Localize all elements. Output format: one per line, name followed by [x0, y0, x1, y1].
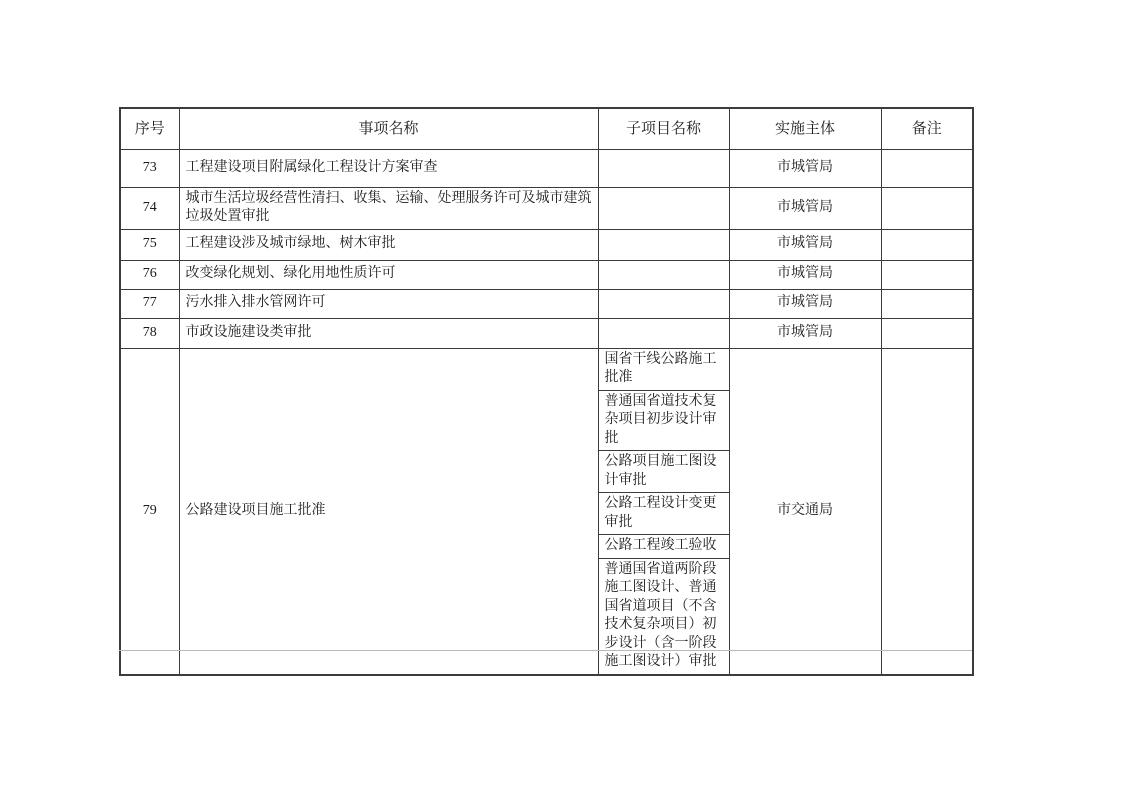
table-row-76	[120, 260, 973, 289]
row-number-cell: 75	[120, 229, 179, 260]
table-row-78	[120, 318, 973, 348]
subproject-cell: 公路工程设计变更审批	[598, 493, 729, 535]
table-row-73	[120, 149, 973, 187]
remark-cell	[881, 187, 973, 229]
remark-cell	[881, 149, 973, 187]
subproject-cell: 公路工程竣工验收	[598, 535, 729, 559]
agency-cell: 市城管局	[729, 318, 881, 348]
col-header-serial: 序号	[120, 108, 179, 149]
col-header-remark: 备注	[881, 108, 973, 149]
item-name-cell: 公路建设项目施工批准	[179, 348, 598, 675]
table-row-75	[120, 229, 973, 260]
agency-cell: 市城管局	[729, 289, 881, 318]
item-name-cell: 城市生活垃圾经营性清扫、收集、运输、处理服务许可及城市建筑垃圾处置审批	[179, 187, 598, 229]
agency-cell: 市城管局	[729, 149, 881, 187]
remark-cell	[881, 289, 973, 318]
remark-cell	[881, 348, 973, 675]
agency-cell: 市城管局	[729, 260, 881, 289]
table-row-77	[120, 289, 973, 318]
subproject-cell: 公路项目施工图设计审批	[598, 451, 729, 493]
subproject-cell	[598, 289, 729, 318]
row-number-cell: 74	[120, 187, 179, 229]
subproject-cell: 普通国省道两阶段施工图设计、普通国省道项目（不含技术复杂项目）初步设计（含一阶段施工图设计）审批	[598, 558, 729, 675]
col-header-item-name: 事项名称	[179, 108, 598, 149]
subproject-cell	[598, 260, 729, 289]
header-row	[120, 108, 973, 149]
table-row-79	[120, 348, 973, 390]
table-row-74	[120, 187, 973, 229]
remark-cell	[881, 229, 973, 260]
col-header-subproject: 子项目名称	[598, 108, 729, 149]
subproject-cell	[598, 149, 729, 187]
table-bottom-shadow-line	[119, 650, 972, 651]
col-header-agency: 实施主体	[729, 108, 881, 149]
item-name-cell: 工程建设项目附属绿化工程设计方案审查	[179, 149, 598, 187]
agency-cell: 市交通局	[729, 348, 881, 675]
row-number-cell: 76	[120, 260, 179, 289]
item-name-cell: 污水排入排水管网许可	[179, 289, 598, 318]
row-number-cell: 77	[120, 289, 179, 318]
subproject-cell: 国省干线公路施工批准	[598, 348, 729, 390]
item-name-cell: 工程建设涉及城市绿地、树木审批	[179, 229, 598, 260]
agency-cell: 市城管局	[729, 229, 881, 260]
row-number-cell: 79	[120, 348, 179, 675]
remark-cell	[881, 260, 973, 289]
subproject-cell: 普通国省道技术复杂项目初步设计审批	[598, 390, 729, 451]
remark-cell	[881, 318, 973, 348]
approval-items-table	[119, 107, 974, 676]
row-number-cell: 73	[120, 149, 179, 187]
item-name-cell: 改变绿化规划、绿化用地性质许可	[179, 260, 598, 289]
subproject-cell	[598, 318, 729, 348]
subproject-cell	[598, 229, 729, 260]
row-number-cell: 78	[120, 318, 179, 348]
item-name-cell: 市政设施建设类审批	[179, 318, 598, 348]
subproject-cell	[598, 187, 729, 229]
agency-cell: 市城管局	[729, 187, 881, 229]
